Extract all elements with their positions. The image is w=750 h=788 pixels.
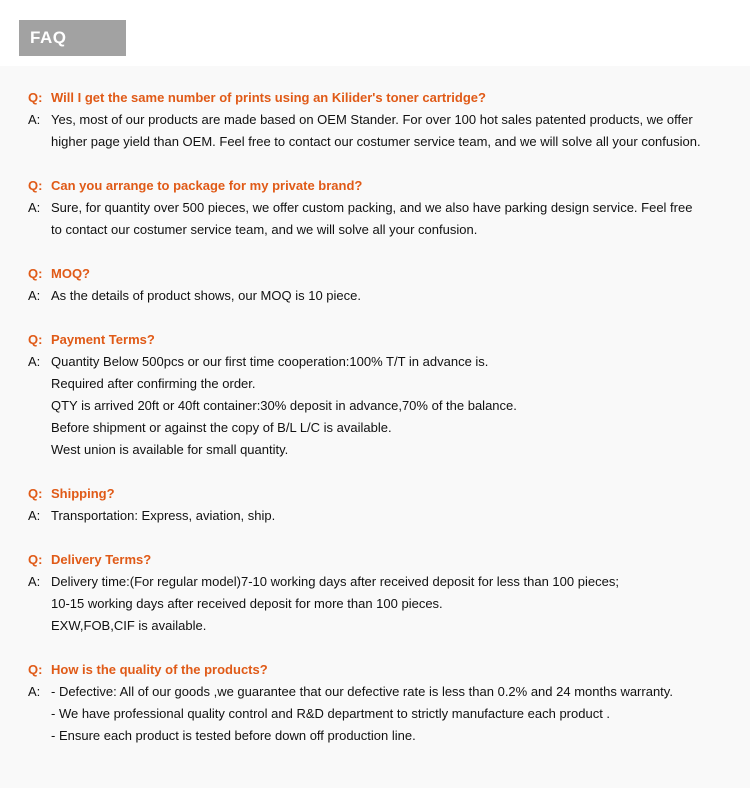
answer-lines bbox=[51, 505, 275, 527]
question-text: MOQ? bbox=[51, 266, 90, 281]
answer-line: - Defective: All of our goods ,we guarantee that our defective rate is less than 0.2% and 24 months warranty. bbox=[51, 684, 673, 699]
answer-prefix: A: bbox=[28, 508, 41, 523]
answer-line: QTY is arrived 20ft or 40ft container:30% deposit in advance,70% of the balance. bbox=[51, 398, 517, 413]
answer-line: As the details of product shows, our MOQ is 10 piece. bbox=[51, 288, 361, 303]
faq-question-row bbox=[28, 549, 743, 571]
faq-item bbox=[28, 659, 743, 747]
faq-content bbox=[0, 66, 750, 788]
faq-answer-row bbox=[28, 285, 743, 307]
faq-answer-row bbox=[28, 351, 743, 461]
faq-item bbox=[28, 87, 743, 153]
faq-answer-row bbox=[28, 109, 743, 153]
answer-prefix: A: bbox=[28, 200, 41, 215]
question-text: Will I get the same number of prints using an Kilider's toner cartridge? bbox=[51, 90, 486, 105]
answer-line: Quantity Below 500pcs or our first time cooperation:100% T/T in advance is. bbox=[51, 354, 489, 369]
faq-question-row bbox=[28, 87, 743, 109]
page-header bbox=[0, 0, 750, 66]
question-prefix: Q: bbox=[28, 332, 43, 347]
faq-answer-row bbox=[28, 571, 743, 637]
answer-lines bbox=[51, 351, 517, 461]
faq-list bbox=[28, 87, 743, 769]
answer-prefix: A: bbox=[28, 684, 41, 699]
faq-answer-row bbox=[28, 197, 743, 241]
answer-line: Delivery time:(For regular model)7-10 working days after received deposit for less than 100 pieces; bbox=[51, 574, 619, 589]
faq-question-row bbox=[28, 263, 743, 285]
answer-line: - We have professional quality control and R&D department to strictly manufacture each product . bbox=[51, 706, 611, 721]
question-text: How is the quality of the products? bbox=[51, 662, 268, 677]
faq-question-row bbox=[28, 483, 743, 505]
question-prefix: Q: bbox=[28, 90, 43, 105]
answer-lines bbox=[51, 109, 701, 153]
answer-lines bbox=[51, 571, 619, 637]
question-prefix: Q: bbox=[28, 178, 43, 193]
question-text: Shipping? bbox=[51, 486, 115, 501]
faq-item bbox=[28, 549, 743, 637]
answer-lines bbox=[51, 681, 673, 747]
question-text: Delivery Terms? bbox=[51, 552, 152, 567]
faq-question-row bbox=[28, 659, 743, 681]
answer-line: 10-15 working days after received deposit for more than 100 pieces. bbox=[51, 596, 443, 611]
faq-question-row bbox=[28, 329, 743, 351]
faq-answer-row bbox=[28, 505, 743, 527]
answer-line: higher page yield than OEM. Feel free to contact our costumer service team, and we will solve all your confusion. bbox=[51, 134, 701, 149]
answer-prefix: A: bbox=[28, 354, 41, 369]
faq-question-row bbox=[28, 175, 743, 197]
question-prefix: Q: bbox=[28, 662, 43, 677]
faq-tab-label: FAQ bbox=[19, 20, 126, 56]
question-text: Can you arrange to package for my private brand? bbox=[51, 178, 363, 193]
answer-line: Transportation: Express, aviation, ship. bbox=[51, 508, 276, 523]
question-prefix: Q: bbox=[28, 552, 43, 567]
answer-line: EXW,FOB,CIF is available. bbox=[51, 618, 207, 633]
answer-line: - Ensure each product is tested before down off production line. bbox=[51, 728, 416, 743]
question-text: Payment Terms? bbox=[51, 332, 155, 347]
faq-answer-row bbox=[28, 681, 743, 747]
question-prefix: Q: bbox=[28, 486, 43, 501]
answer-lines bbox=[51, 197, 692, 241]
faq-item bbox=[28, 263, 743, 307]
faq-item bbox=[28, 175, 743, 241]
faq-item bbox=[28, 483, 743, 527]
answer-line: Before shipment or against the copy of B/L L/C is available. bbox=[51, 420, 392, 435]
answer-prefix: A: bbox=[28, 288, 41, 303]
answer-line: Sure, for quantity over 500 pieces, we offer custom packing, and we also have parking design service. Feel free bbox=[51, 200, 693, 215]
question-prefix: Q: bbox=[28, 266, 43, 281]
answer-prefix: A: bbox=[28, 112, 41, 127]
answer-line: Yes, most of our products are made based on OEM Stander. For over 100 hot sales patented products, we offer bbox=[51, 112, 693, 127]
answer-line: to contact our costumer service team, and we will solve all your confusion. bbox=[51, 222, 478, 237]
answer-line: Required after confirming the order. bbox=[51, 376, 256, 391]
answer-lines bbox=[51, 285, 361, 307]
answer-prefix: A: bbox=[28, 574, 41, 589]
faq-item bbox=[28, 329, 743, 461]
answer-line: West union is available for small quantity. bbox=[51, 442, 289, 457]
